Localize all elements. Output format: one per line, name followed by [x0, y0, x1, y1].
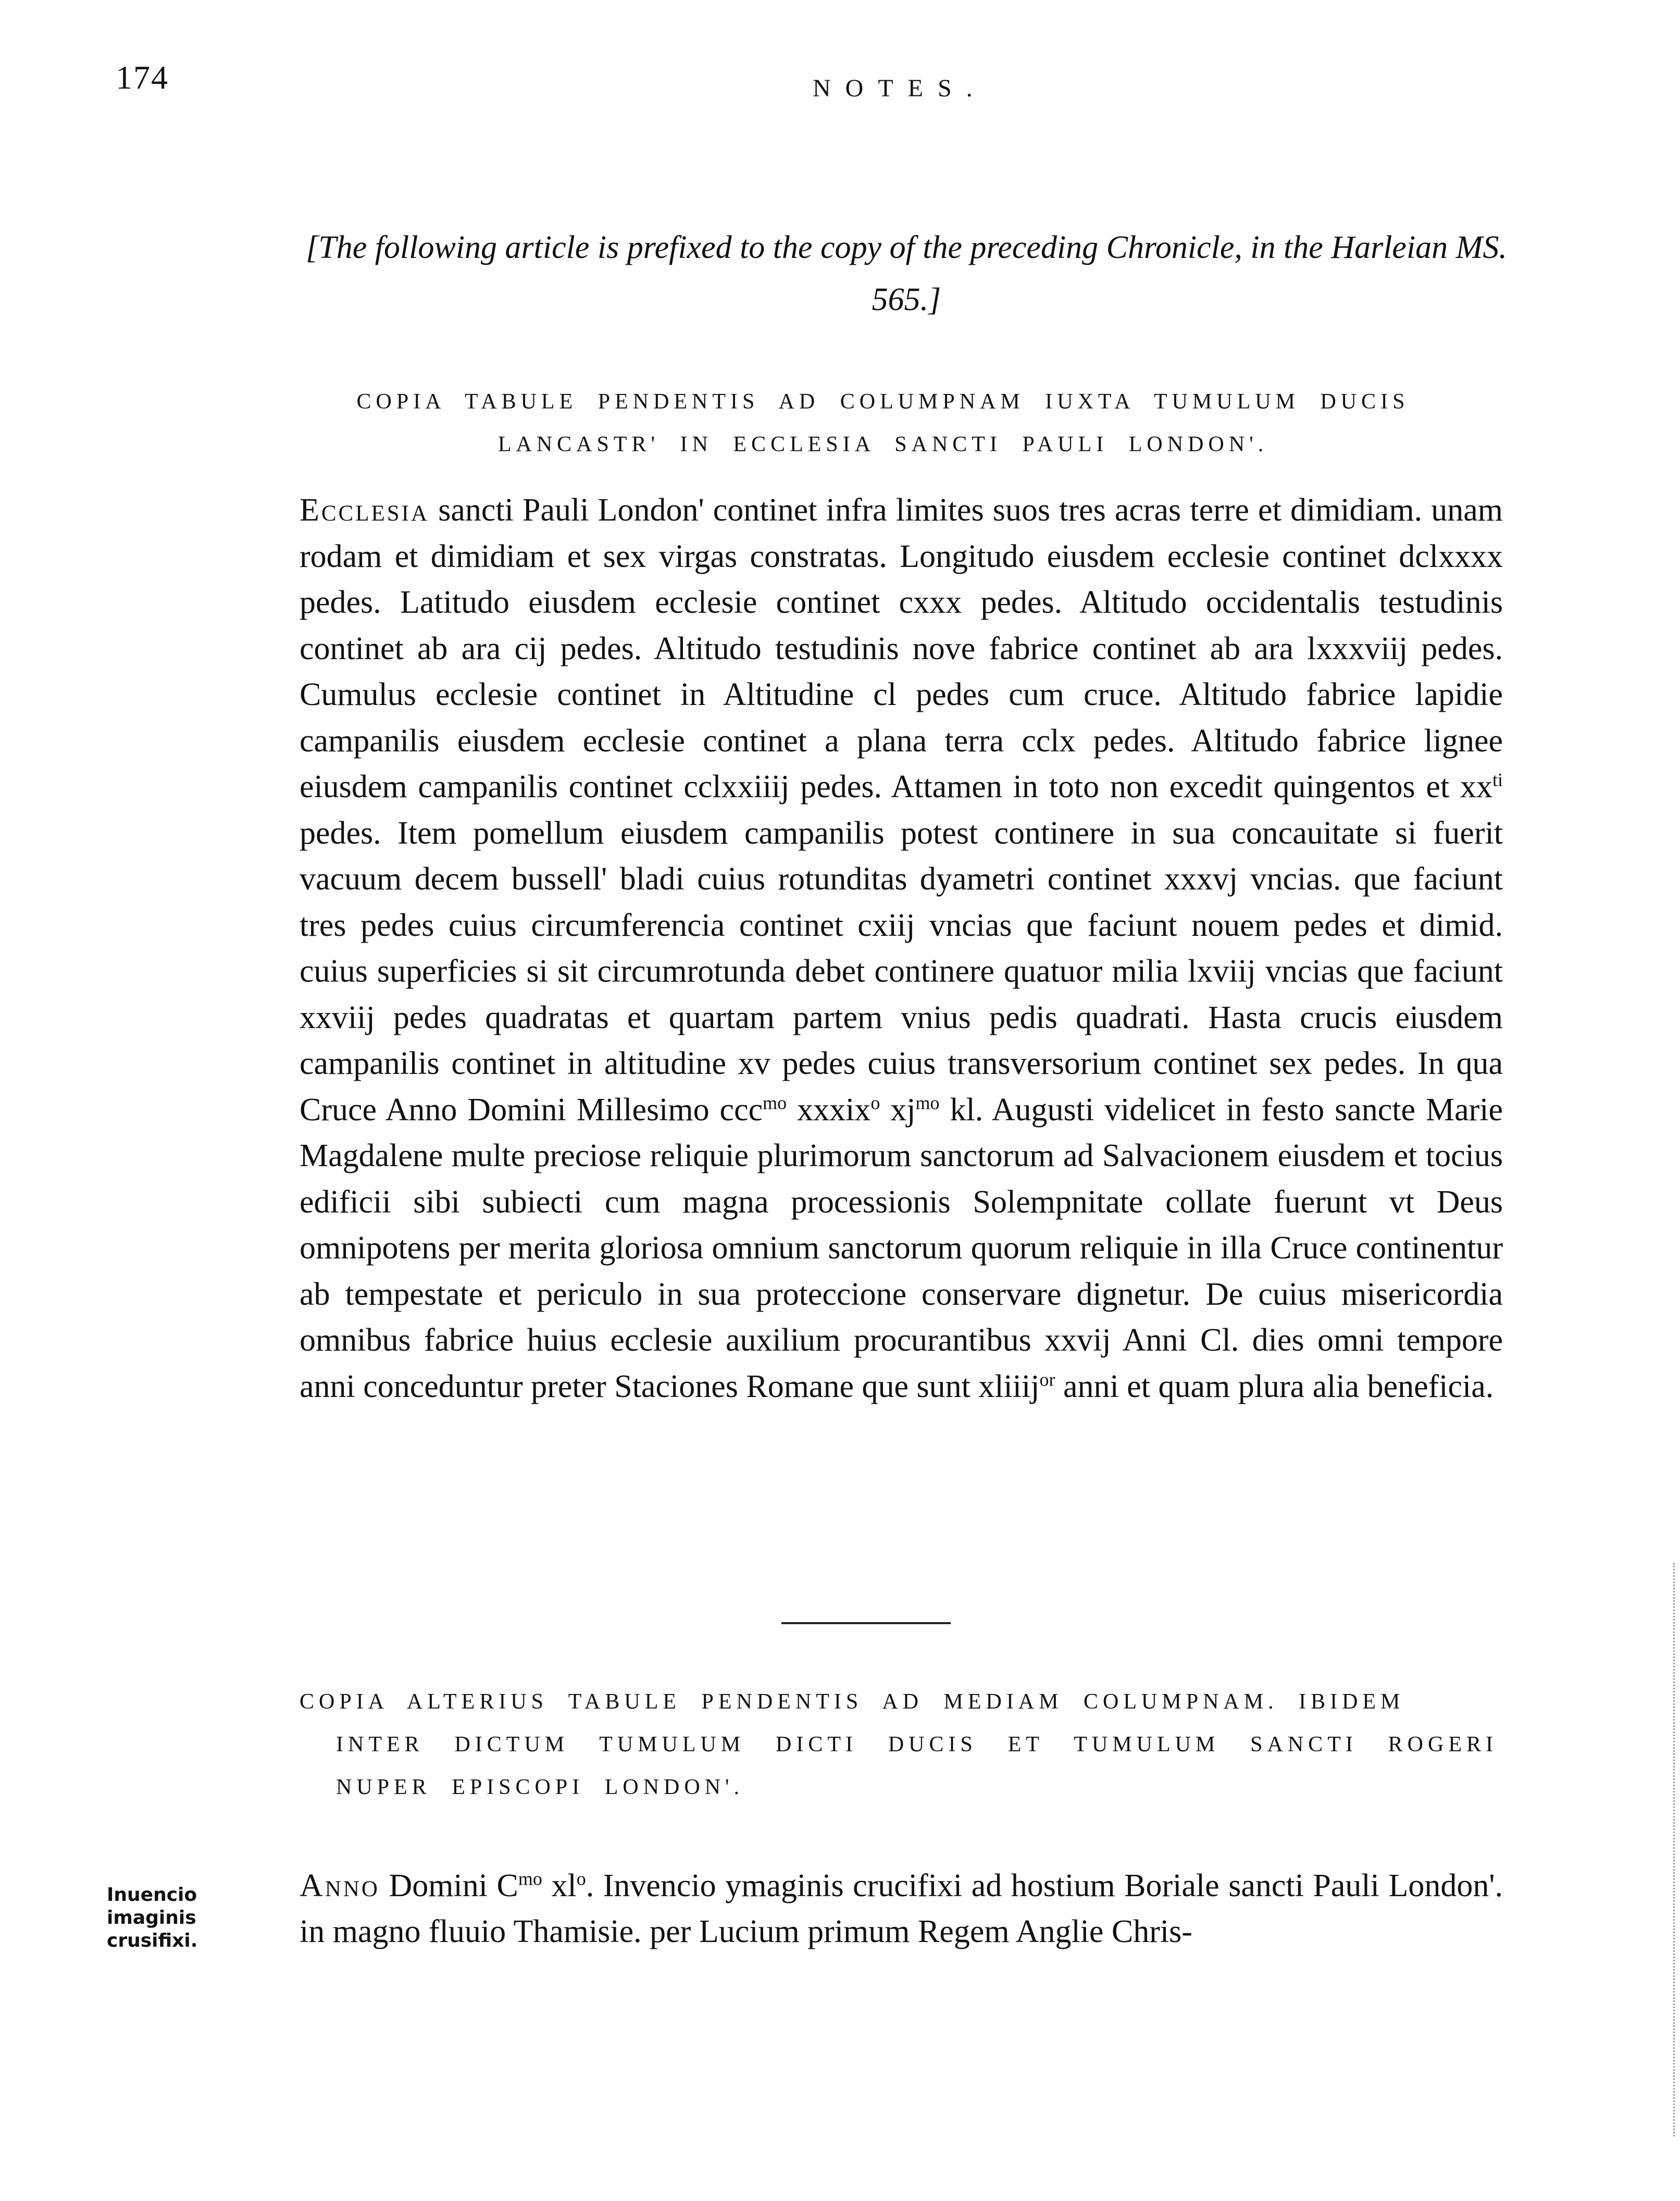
section-heading-1: COPIA TABULE PENDENTIS AD COLUMPNAM IUXTA TUMULUM DUCIS LANCASTR' IN ECCLESIA SANCTI PAULI LONDON'. — [356, 390, 1410, 456]
body-text-b: xl — [542, 1868, 577, 1903]
body-text-f: anni et quam plura alia beneficia. — [1055, 1368, 1494, 1404]
superscript: ti — [1492, 769, 1503, 790]
section-heading-2 — [300, 1680, 1498, 1809]
margin-note: Inuencio imaginis crusifixi. — [107, 1884, 198, 1951]
body-text-a: Domini C — [379, 1868, 518, 1903]
lead-word: Ecclesia — [300, 492, 430, 528]
body-text-d: xj — [880, 1092, 916, 1128]
superscript: mo — [915, 1092, 940, 1113]
section-1-body — [300, 487, 1503, 1409]
body-text-c: . Invencio ymaginis crucifixi ad hostium Boriale sancti Pauli London'. in magno fluuio Thamisie. per Lucium primum Regem Anglie Chris- — [300, 1868, 1503, 1949]
heading-continuation: INTER DICTUM TUMULUM DICTI DUCIS ET TUMULUM SANCTI ROGERI NUPER EPISCOPI LONDON'. — [336, 1733, 1498, 1799]
body-text-c: xxxix — [787, 1092, 871, 1128]
body-text-b: pedes. Item pomellum eiusdem campanilis potest continere in sua concauitate si fuerit vacuum decem bussell' bladi cuius rotunditas dyametri continet xxxvj vncias. que faciunt tres pedes cuius circumferencia continet cxiij vncias que faciunt nouem pedes et dimid. cuius superficies si sit circumrotunda debet continere quatuor milia lxviij vncias que faciunt xxviij pedes quadratas et quartam partem vnius pedis quadrati. Hasta crucis eiusdem campanilis continet in altitudine xv pedes cuius transversorium continet sex pedes. In qua Cruce Anno Domini Millesimo ccc — [300, 815, 1503, 1128]
heading-line-1: COPIA ALTERIUS TABULE PENDENTIS AD MEDIAM COLUMPNAM. IBIDEM — [300, 1690, 1405, 1714]
superscript: mo — [763, 1092, 787, 1113]
intro-note: [The following article is prefixed to the copy of the preceding Chronicle, in the Harleian MS. 565.] — [306, 230, 1507, 317]
running-title: NOTES. — [813, 75, 987, 102]
section-divider — [781, 1622, 951, 1624]
superscript: o — [576, 1868, 586, 1889]
page-number: 174 — [116, 59, 169, 96]
scan-edge-mark — [1673, 1563, 1676, 2136]
body-text-e: kl. Augusti videlicet in festo sancte Marie Magdalene multe preciose reliquie plurimorum sanctorum ad Salvacionem eiusdem et tocius edificii sibi subiecti cum magna processionis Solempnitate collate fuerunt vt Deus omnipotens per merita gloriosa omnium sanctorum quorum reliquie in illa Cruce continentur ab tempestate et periculo in sua proteccione conservare dignetur. De cuius misericordia omnibus fabrice huius ecclesie auxilium procurantibus xxvij Anni Cl. dies omni tempore anni conceduntur preter Staciones Romane que sunt xliiij — [300, 1092, 1503, 1404]
section-2-body — [300, 1863, 1503, 1955]
superscript: or — [1039, 1368, 1055, 1390]
superscript: o — [870, 1092, 880, 1113]
body-text-a: sancti Pauli London' continet infra limites suos tres acras terre et dimidiam. unam rodam et dimidiam et sex virgas constratas. Longitudo eiusdem ecclesie continet dclxxxx pedes. Latitudo eiusdem ecclesie continet cxxx pedes. Altitudo occidentalis testudinis continet ab ara cij pedes. Altitudo testudinis nove fabrice continet ab ara lxxxviij pedes. Cumulus ecclesie continet in Altitudine cl pedes cum cruce. Altitudo fabrice lapidie campanilis eiusdem ecclesie continet a plana terra cclx pedes. Altitudo fabrice lignee eiusdem campanilis continet cclxxiiij pedes. Attamen in toto non excedit quingentos et xx — [300, 492, 1503, 805]
lead-word: Anno — [300, 1868, 380, 1903]
superscript: mo — [518, 1868, 542, 1889]
